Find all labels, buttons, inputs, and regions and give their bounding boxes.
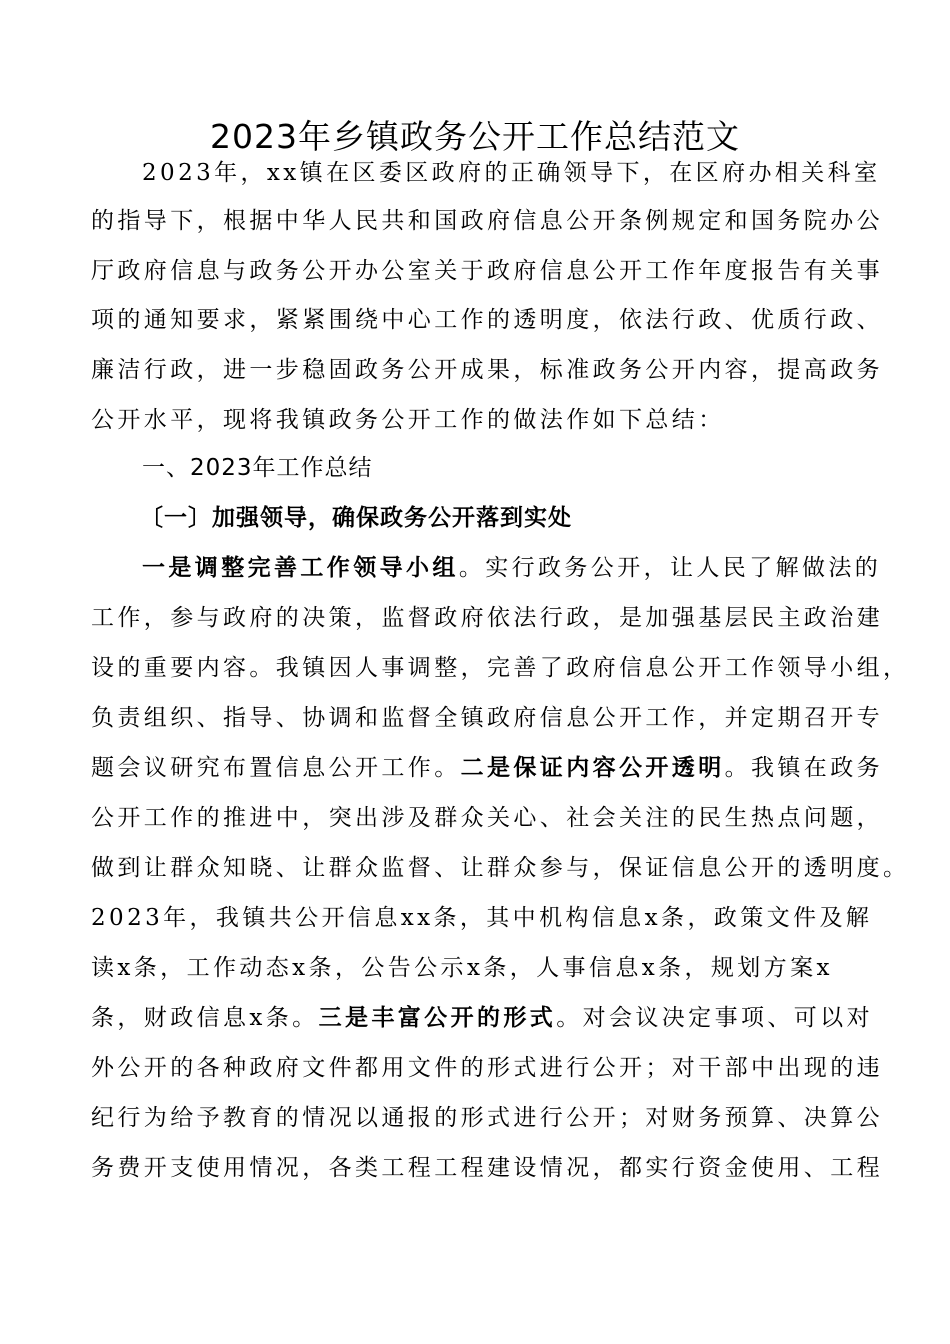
- body-line: 读x条，工作动态x条，公告公示x条，人事信息x条，规划方案x: [91, 955, 833, 981]
- body-line: [91, 750, 883, 786]
- body-line: [142, 550, 881, 586]
- intro-line: 廉洁行政，进一步稳固政务公开成果，标准政务公开内容，提高政务: [91, 357, 883, 383]
- key-point-1: 一是调整完善工作领导小组: [142, 554, 459, 581]
- intro-line: 厅政府信息与政务公开办公室关于政府信息公开工作年度报告有关事: [91, 258, 883, 284]
- subsection-heading: 〔一〕加强领导，确保政务公开落到实处: [140, 505, 572, 531]
- section-heading: 一、2023年工作总结: [142, 455, 373, 481]
- body-line: [91, 1000, 873, 1036]
- intro-line: 的指导下，根据中华人民共和国政府信息公开条例规定和国务院办公: [91, 208, 883, 234]
- key-point-2: 二是保证内容公开透明: [460, 754, 725, 781]
- body-text: 。实行政务公开，让人民了解做法的: [458, 555, 882, 581]
- body-line: 2023年，我镇共公开信息xx条，其中机构信息x条，政策文件及解: [91, 905, 873, 931]
- body-text: 条，财政信息x条。: [91, 1005, 319, 1031]
- body-line: 工作，参与政府的决策，监督政府依法行政，是加强基层民主政治建: [91, 605, 883, 631]
- body-line: 设的重要内容。我镇因人事调整，完善了政府信息公开工作领导小组，: [91, 655, 910, 681]
- body-line: 公开工作的推进中，突出涉及群众关心、社会关注的民生热点问题，: [91, 805, 883, 831]
- body-text: 题会议研究布置信息公开工作。: [91, 755, 461, 781]
- body-line: 外公开的各种政府文件都用文件的形式进行公开；对干部中出现的违: [91, 1055, 883, 1081]
- body-line: 负责组织、指导、协调和监督全镇政府信息公开工作，并定期召开专: [91, 705, 883, 731]
- body-text: 。对会议决定事项、可以对: [556, 1005, 873, 1031]
- body-line: 务费开支使用情况，各类工程工程建设情况，都实行资金使用、工程: [91, 1155, 883, 1181]
- key-point-3: 三是丰富公开的形式: [318, 1004, 557, 1031]
- intro-line: 2023年，xx镇在区委区政府的正确领导下，在区府办相关科室: [142, 160, 881, 186]
- document-title: 2023年乡镇政务公开工作总结范文: [210, 117, 740, 156]
- intro-line: 公开水平，现将我镇政务公开工作的做法作如下总结：: [91, 407, 725, 433]
- intro-line: 项的通知要求，紧紧围绕中心工作的透明度，依法行政、优质行政、: [91, 307, 883, 333]
- body-line: 纪行为给予教育的情况以通报的形式进行公开；对财务预算、决算公: [91, 1105, 883, 1131]
- body-text: 。我镇在政务: [724, 755, 884, 781]
- body-line: 做到让群众知晓、让群众监督、让群众参与，保证信息公开的透明度。: [91, 855, 910, 881]
